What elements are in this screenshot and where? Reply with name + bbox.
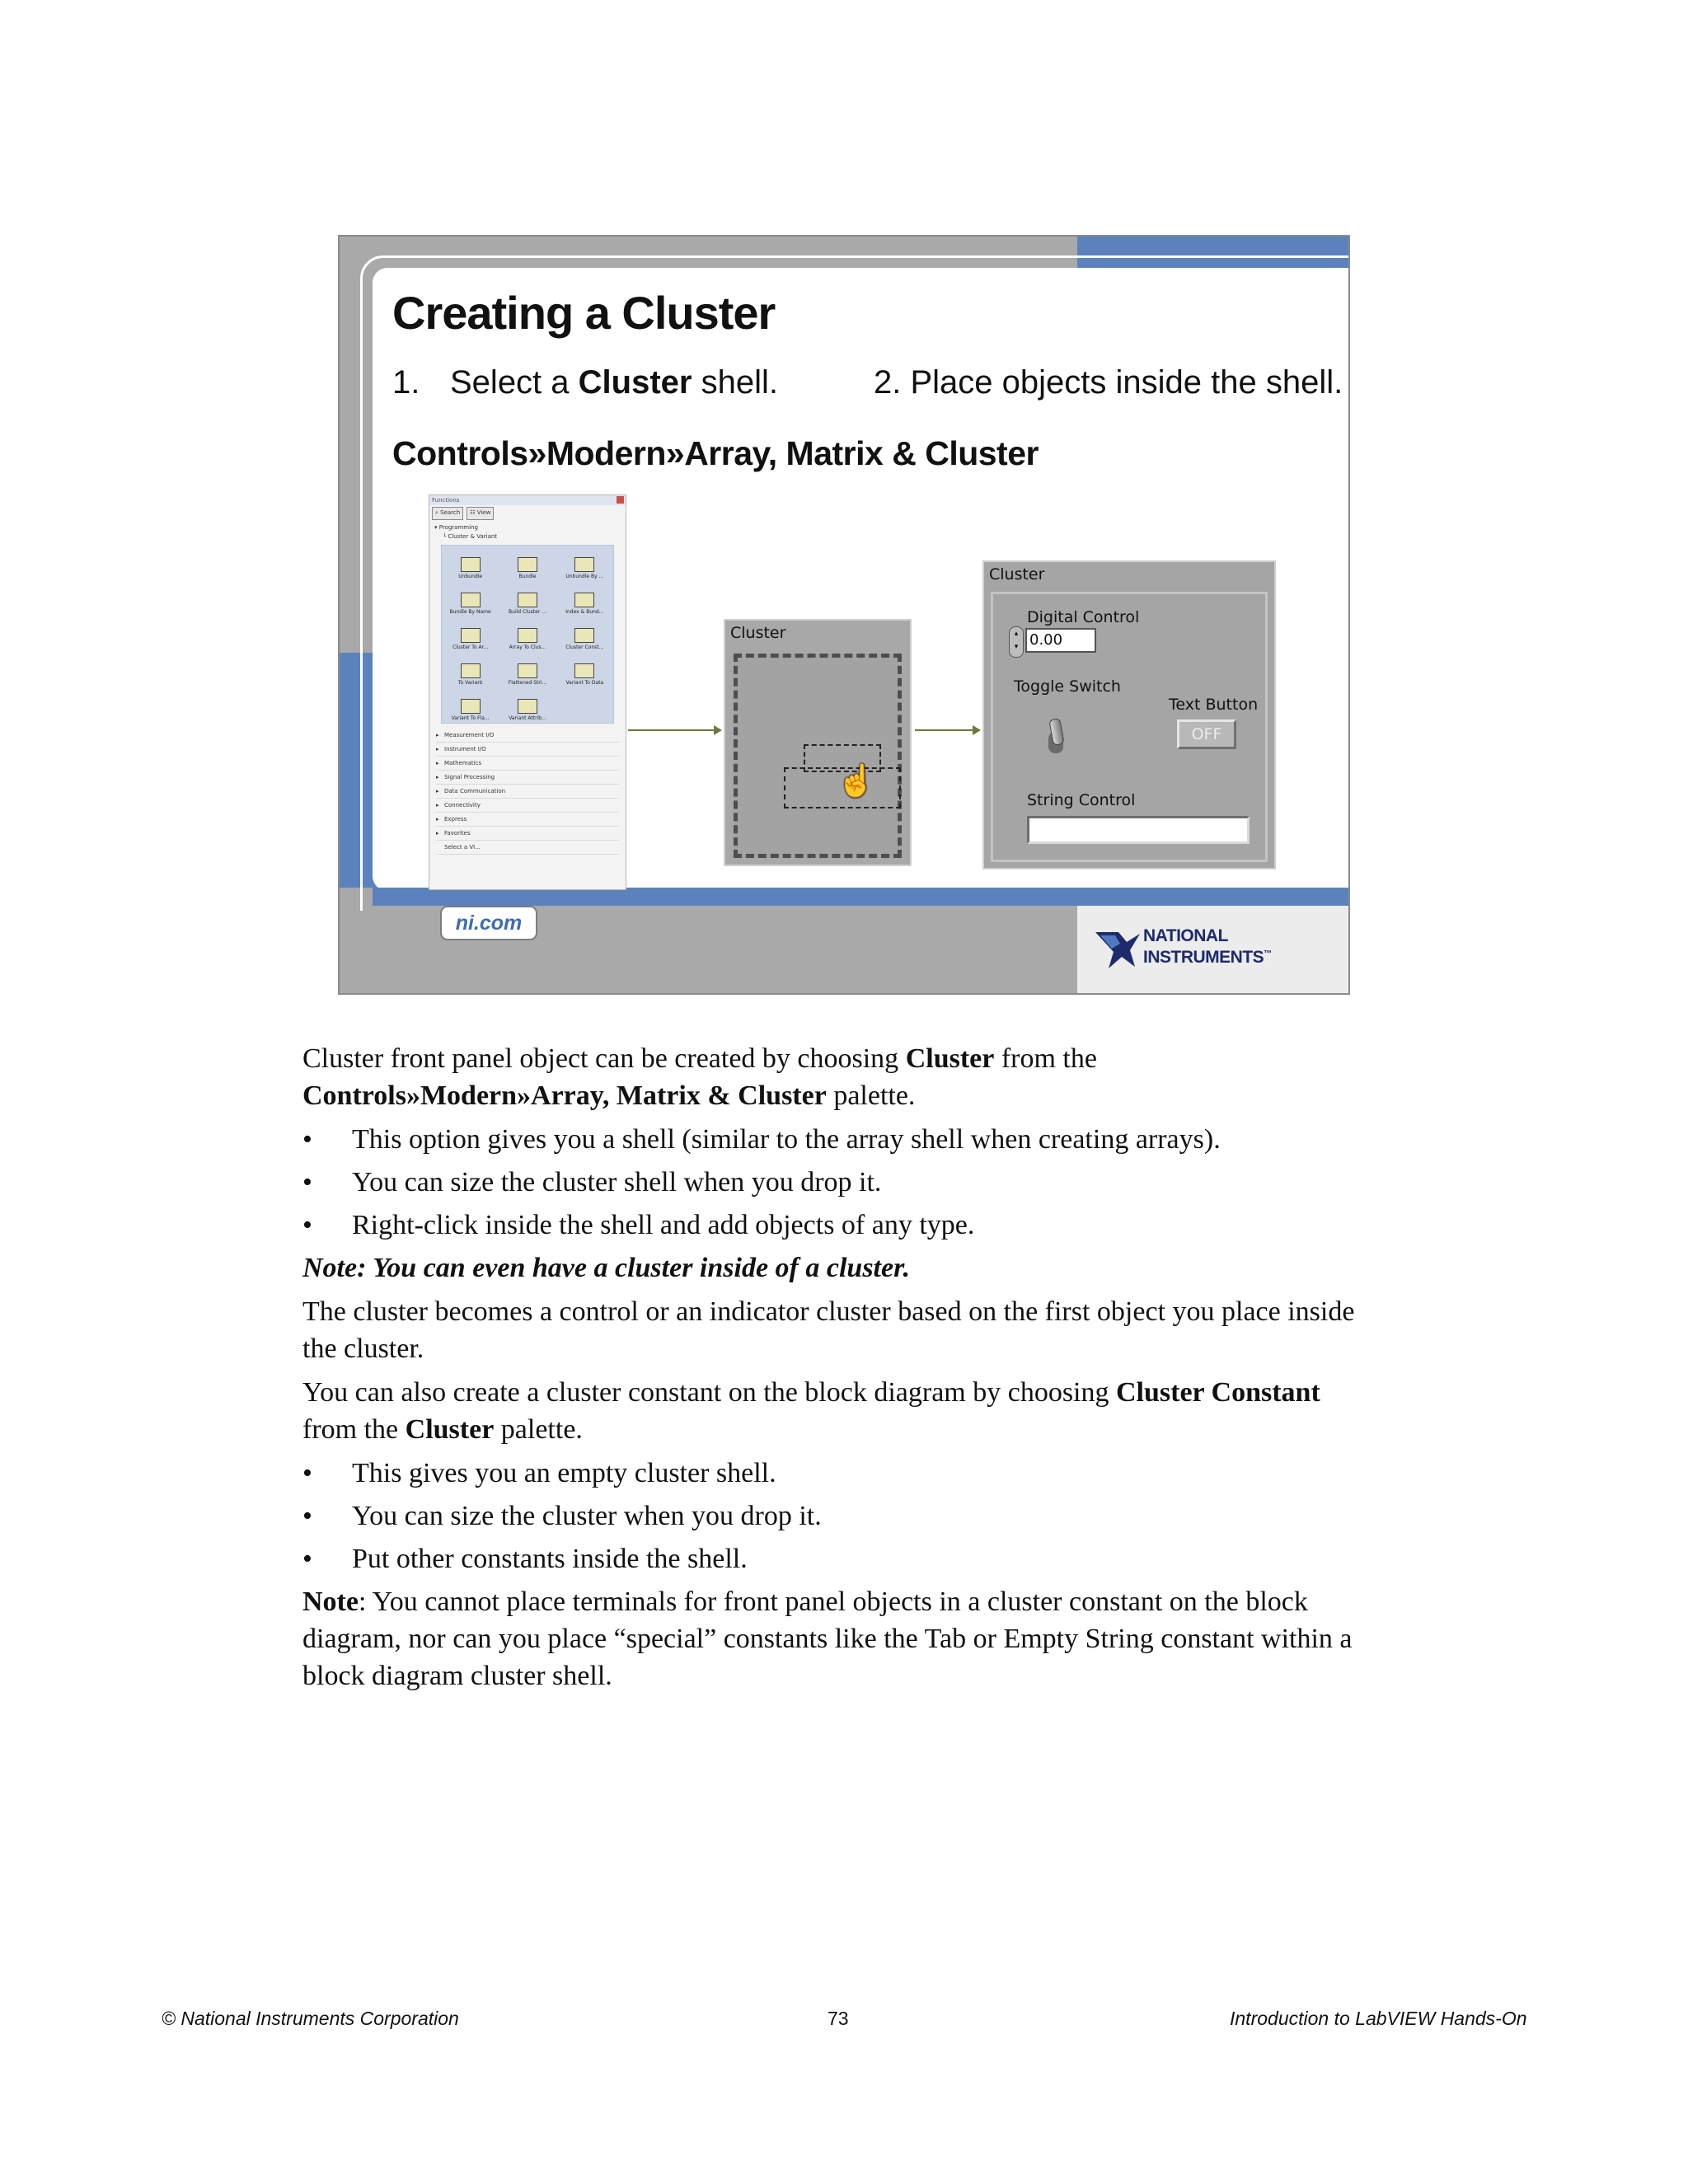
array-to-cluster-icon [518,628,537,643]
palette-view-button[interactable] [467,507,494,520]
category-favorites[interactable]: ▸ Favorites [436,827,619,841]
digital-control-label: Digital Control [1027,608,1140,626]
select-vi-item[interactable]: Select a VI... [436,841,619,855]
paragraph-cluster-creation [302,1040,1374,1114]
footer-document-title: Introduction to LabVIEW Hands-On [1230,2008,1527,2029]
text-bold: Note [302,1586,359,1617]
palette-item-label: Cluster To Ar... [452,644,489,650]
empty-cluster-label: Cluster [730,624,786,642]
palette-titlebar: Functions [429,495,626,505]
bundle-icon [518,557,537,572]
list-item-text: This option gives you a shell (similar to the array shell when creating arrays). [352,1124,1221,1155]
filled-cluster-label: Cluster [989,565,1045,583]
list-item-text: This gives you an empty cluster shell. [352,1458,776,1488]
national-instruments-logo [1094,924,1292,973]
category-express[interactable]: ▸ Express [436,813,619,827]
category-data-communication[interactable]: ▸ Data Communication [436,785,619,799]
trademark-symbol: ™ [1264,949,1272,958]
palette-item-label: Flattened Stri... [508,680,547,686]
empty-cluster-shell [724,619,912,866]
arrow-icon [915,729,979,731]
palette-item-cluster-to-array[interactable] [442,616,499,652]
text-bold: Controls»Modern»Array, Matrix & Cluster [302,1080,827,1111]
build-cluster-icon [518,593,537,607]
footer-copyright: © National Instruments Corporation [162,2008,459,2029]
palette-item-build-cluster[interactable] [499,581,556,616]
tree-item-programming[interactable] [434,523,621,532]
text-run: from the [994,1043,1097,1074]
palette-item-variant-to-flattened[interactable] [442,687,499,723]
string-control-label: String Control [1027,791,1136,809]
palette-categories [436,729,619,855]
slide-bottom-strip [373,888,1350,906]
category-signal-processing[interactable]: ▸ Signal Processing [436,771,619,785]
cluster-constant-icon [574,628,594,643]
slide-step-2: 2. Place objects inside the shell. [874,364,1343,401]
palette-toolbar [429,505,626,522]
page-number: 73 [828,2008,849,2029]
bullet-icon: • [302,1124,312,1155]
palette-item-flattened-string[interactable] [499,652,556,687]
list-item [302,1455,1374,1492]
text-button[interactable]: OFF [1177,719,1236,749]
palette-item-bundle-by-name[interactable] [442,581,499,616]
digital-control-input[interactable]: 0.00 [1025,628,1096,653]
list-item [302,1164,1374,1201]
body-text [302,1040,1374,1701]
palette-item-label: Array To Clus... [509,644,546,650]
tree-branch-icon: └ [443,533,447,540]
palette-item-unbundle-by-name[interactable] [556,546,613,581]
logo-panel [1077,906,1350,995]
palette-item-label: Cluster Const... [565,644,604,650]
palette-item-label: Unbundle By ... [565,574,604,579]
palette-item-variant-to-data[interactable] [556,652,613,687]
bullet-icon: • [302,1458,312,1488]
logo-line-1: NATIONAL [1143,926,1228,945]
toggle-switch-label: Toggle Switch [1014,677,1121,696]
palette-item-empty [556,687,613,723]
tree-item-label: Programming [438,524,478,531]
text-run: palette. [494,1414,583,1445]
palette-item-label: Index & Bund... [565,609,604,615]
variant-to-flattened-icon [461,699,481,714]
unbundle-by-name-icon [574,557,594,572]
functions-palette [429,494,626,890]
paragraph-cluster-constant [302,1374,1374,1448]
palette-item-label: Unbundle [458,574,483,579]
website-link[interactable]: ni.com [440,906,537,940]
palette-item-cluster-constant[interactable] [556,616,613,652]
step-1-text-bold: Cluster [578,364,692,401]
variant-to-data-icon [574,663,594,678]
palette-search-label: Search [440,509,461,516]
palette-view-label: View [476,509,491,516]
flattened-string-icon [518,663,537,678]
bullet-icon: • [302,1167,312,1197]
palette-item-unbundle[interactable] [442,546,499,581]
slide-palette-path: Controls»Modern»Array, Matrix & Cluster [392,434,1039,472]
hand-cursor-icon: ☝ [837,764,876,799]
cluster-to-array-icon [461,628,481,643]
tree-item-label: Cluster & Variant [448,533,498,540]
string-control-input[interactable] [1027,816,1250,844]
logo-text [1143,927,1272,967]
to-variant-icon [461,663,481,678]
palette-icon-grid [441,545,614,724]
slide-title: Creating a Cluster [392,287,776,339]
list-item [302,1497,1374,1535]
chevron-down-icon: ▾ [434,524,438,531]
palette-item-label: Bundle [518,574,537,579]
text-bold: Cluster [405,1414,495,1445]
tree-item-cluster-variant[interactable] [434,532,621,541]
step-1-text-post: shell. [692,364,778,401]
bullet-icon: • [302,1544,312,1574]
text-run: : You cannot place terminals for front panel objects in a cluster constant on the block diagram, nor can you place “special” constants like the Tab or Empty String constant within a block diagram cluster shell. [302,1586,1353,1691]
step-1-number: 1. [392,364,420,401]
text-bold: Cluster [905,1043,995,1074]
slide-step-1 [392,364,778,401]
arrow-icon [628,729,720,731]
cluster-drop-area[interactable] [734,654,902,858]
index-bundle-icon [574,593,594,607]
text-run: from the [302,1414,406,1445]
palette-item-label: Variant Attrib... [509,715,546,721]
text-run: You can also create a cluster constant on the block diagram by choosing [302,1377,1116,1408]
category-connectivity[interactable]: ▸ Connectivity [436,799,619,813]
step-1-text-pre: Select a [450,364,579,401]
note-nested-cluster: Note: You can even have a cluster inside of a cluster. [302,1253,910,1283]
view-icon: ☷ [470,509,476,516]
text-bold: Cluster Constant [1116,1377,1320,1408]
palette-item-label: Variant To Fla... [451,715,490,721]
palette-tree [429,522,626,543]
filled-cluster [982,560,1276,869]
palette-item-bundle[interactable] [499,546,556,581]
toggle-switch[interactable] [1048,719,1063,760]
paragraph-control-indicator: The cluster becomes a control or an indicator cluster based on the first object you place inside the cluster. [302,1296,1355,1364]
increment-decrement-icon[interactable]: ▴ ▾ [1009,626,1024,658]
list-item [302,1207,1374,1244]
search-icon: ⌕ [435,509,438,516]
note-terminals [302,1583,1374,1694]
list-item-text: You can size the cluster when you drop it. [352,1501,822,1531]
list-item [302,1121,1374,1158]
variant-attribute-icon [518,699,537,714]
palette-item-variant-attribute[interactable] [499,687,556,723]
palette-item-index-bundle[interactable] [556,581,613,616]
palette-item-array-to-cluster[interactable] [499,616,556,652]
unbundle-icon [461,557,481,572]
text-run: palette. [826,1080,916,1111]
palette-search-button[interactable] [432,507,463,520]
close-icon[interactable] [617,496,624,504]
palette-item-label: Variant To Data [565,680,604,686]
digital-control [1009,626,1101,654]
slide-image [338,235,1350,995]
list-item [302,1540,1374,1577]
logo-line-2: INSTRUMENTS [1143,948,1264,967]
bundle-by-name-icon [461,593,481,607]
eagle-logo-icon [1094,927,1142,970]
category-instrument-io[interactable]: ▸ Instrument I/O [436,743,619,757]
text-run: Cluster front panel object can be created by choosing [302,1043,906,1074]
list-item-text: You can size the cluster shell when you drop it. [352,1167,882,1197]
palette-item-label: To Variant [457,680,483,686]
category-measurement-io[interactable]: ▸ Measurement I/O [436,729,619,743]
bullet-icon: • [302,1501,312,1531]
category-mathematics[interactable]: ▸ Mathematics [436,757,619,771]
palette-item-label: Bundle By Name [449,609,491,615]
list-item-text: Right-click inside the shell and add objects of any type. [352,1210,975,1240]
palette-item-label: Build Cluster ... [509,609,546,615]
text-button-label: Text Button [1169,696,1259,714]
bullet-icon: • [302,1210,312,1240]
palette-item-to-variant[interactable] [442,652,499,687]
list-item-text: Put other constants inside the shell. [352,1544,748,1574]
